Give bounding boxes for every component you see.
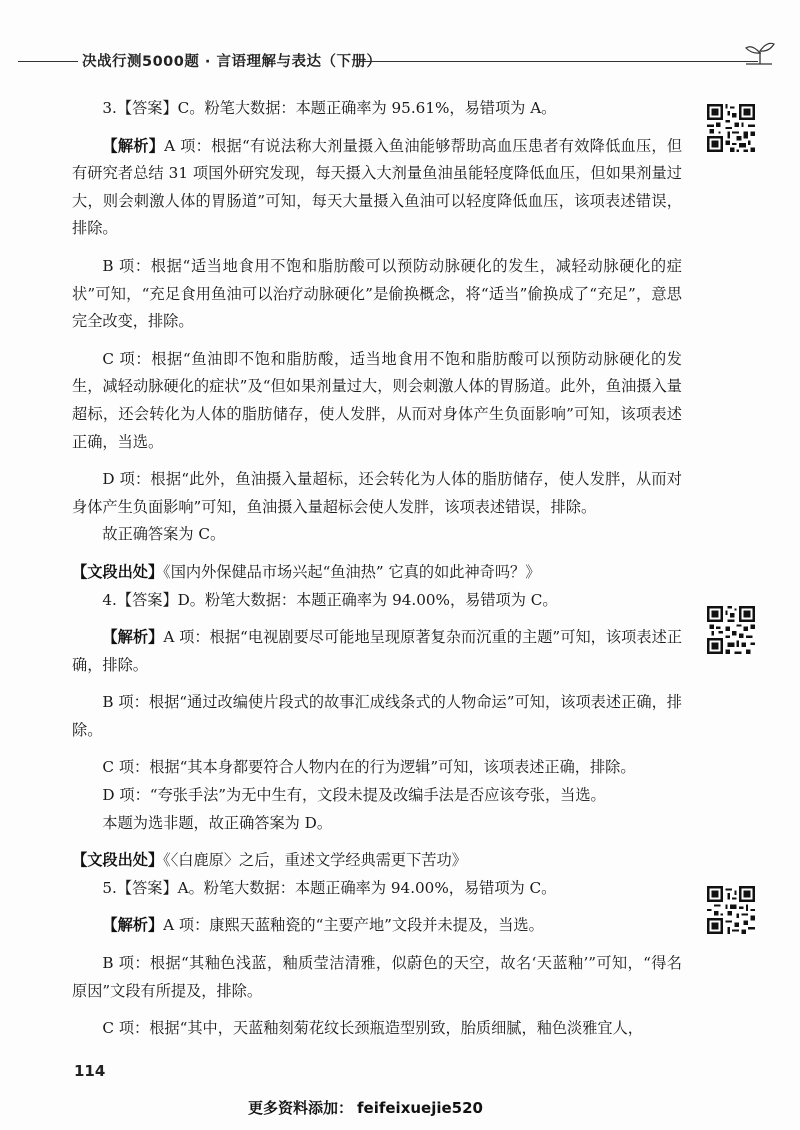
analysis-tag: 【解析】: [102, 136, 165, 155]
analysis-3-b: B 项：根据“适当地食用不饱和脂肪酸可以预防动脉硬化的发生，减轻动脉硬化的症状”可知，“充足食用鱼油可以治疗动脉硬化”是偷换概念，将“适当”偷换成了“充足”，意思完全改变，排除。: [72, 256, 682, 331]
analysis-4-a: [72, 624, 682, 679]
analysis-text: A 项：根据“电视剧要尽可能地呈现原著复杂而沉重的主题”可知，该项表述正确，排除。: [72, 628, 683, 674]
analysis-3-c: C 项：根据“鱼油即不饱和脂肪酸，适当地食用不饱和脂肪酸可以预防动脉硬化的发生，减轻动脉硬化的症状”及“但如果剂量过大，则会刺激人体的胃肠道。此外，鱼油摄入量超标，还会转化为人体的脂肪储存，使人发胖，从而对身体产生负面影响”可知，该项表述正确，当选。: [72, 349, 682, 451]
page-body: [72, 95, 682, 1043]
source-3: [72, 559, 682, 587]
source-tag: 【文段出处】: [72, 851, 164, 870]
analysis-4-d: D 项：“夸张手法”为无中生有，文段未提及改编手法是否应该夸张，当选。: [102, 786, 606, 805]
answer-5: 5.【答案】A。粉笔大数据：本题正确率为 94.00%，易错项为 C。: [102, 878, 557, 897]
analysis-3-a: [72, 133, 682, 243]
conclusion-3: 故正确答案为 C。: [102, 525, 226, 544]
conclusion-4: 本题为选非题，故正确答案为 D。: [102, 813, 333, 832]
sprout-icon: [742, 38, 778, 68]
analysis-text: A 项：康熙天蓝釉瓷的“主要产地”文段并未提及，当选。: [163, 916, 544, 935]
source-4: [72, 847, 682, 875]
qr-code-icon[interactable]: [707, 886, 755, 934]
analysis-tag: 【解析】: [102, 916, 164, 935]
analysis-3-d: D 项：根据“此外，鱼油摄入量超标，还会转化为人体的脂肪储存，使人发胖，从而对身体产生负面影响”可知，鱼油摄入量超标会使人发胖，该项表述错误，排除。: [72, 470, 682, 516]
analysis-5-c: C 项：根据“其中，天蓝釉刻菊花纹长颈瓶造型别致，胎质细腻，釉色淡雅宜人，: [102, 1019, 643, 1038]
analysis-5-b: B 项：根据“其釉色浅蓝，釉质莹洁清雅，似蔚色的天空，故名‘天蓝釉’”可知，“得名原因”文段有所提及，排除。: [72, 954, 682, 1000]
answer-3: 3.【答案】C。粉笔大数据：本题正确率为 95.61%，易错项为 A。: [102, 99, 557, 117]
footer-text: 更多资料添加：: [248, 1099, 354, 1117]
header-rule-left: [18, 61, 78, 62]
analysis-tag: 【解析】: [102, 628, 164, 647]
page-number: 114: [74, 1062, 106, 1080]
analysis-4-b: B 项：根据“通过改编使片段式的故事汇成线条式的人物命运”可知，该项表述正确，排除。: [72, 693, 682, 739]
book-title: 决战行测5000题 · 言语理解与表达（下册）: [82, 54, 382, 70]
qr-code-icon[interactable]: [707, 104, 755, 152]
source-text: 《国内外保健品市场兴起“鱼油热” 它真的如此神奇吗？》: [163, 562, 541, 581]
header-rule-right: [360, 61, 758, 62]
source-tag: 【文段出处】: [72, 562, 164, 581]
footer-handle: feifeixuejie520: [357, 1099, 483, 1117]
source-text: 《〈白鹿原〉之后，重述文学经典需更下苦功》: [163, 851, 467, 870]
running-header: [18, 50, 780, 72]
footer-note: [248, 1097, 483, 1118]
analysis-5-a: [72, 912, 682, 940]
qr-code-icon[interactable]: [707, 606, 755, 654]
answer-4: 4.【答案】D。粉笔大数据：本题正确率为 94.00%，易错项为 C。: [102, 590, 558, 609]
analysis-4-c: C 项：根据“其本身都要符合人物内在的行为逻辑”可知，该项表述正确，排除。: [102, 758, 636, 777]
analysis-text: A 项：根据“有说法称大剂量摄入鱼油能够帮助高血压患者有效降低血压，但有研究者总结 31 项国外研究发现，每天摄入大剂量鱼油虽能轻度降低血压，但如果剂量过大，则会刺激人体的胃肠道”可知，每天大量摄入鱼油可以轻度降低血压，该项表述错误，排除。: [72, 136, 683, 238]
